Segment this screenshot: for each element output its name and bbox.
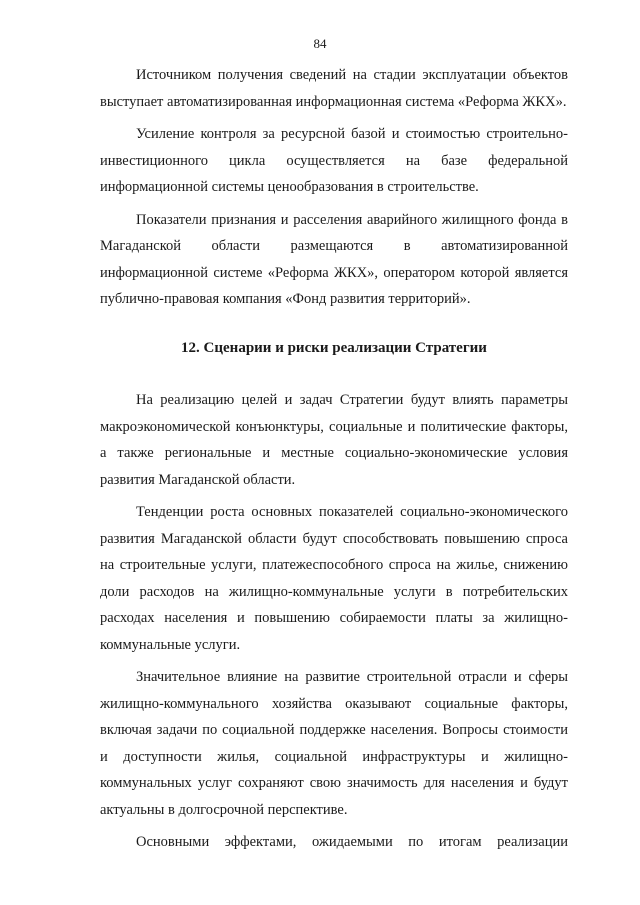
paragraph-social-factors: Значительное влияние на развитие строительной отрасли и сферы жилищно-коммунального хозяйства оказывают социальные факторы, включая задачи по социальной поддержке населения. Вопросы стоимости и доступности жилья, социальной инфраструктуры и жилищно-коммунальных услуг сохраняют свою значимость для населения и будут актуальны в долгосрочной перспективе. <box>100 669 568 818</box>
paragraph-strategy-factors: На реализацию целей и задач Стратегии будут влиять параметры макроэкономической конъюнктуры, социальные и политические факторы, а также региональные и местные социально-экономические условия развития Магаданской области. <box>100 392 568 488</box>
paragraph-growth-trends: Тенденции роста основных показателей социально-экономического развития Магаданской области будут способствовать повышению спроса на строительные услуги, платежеспособного спроса на жилье, снижению доли расходов на жилищно-коммунальные услуги в потребительских расходах населения и повышению собираемости платы за жилищно-коммунальные услуги. <box>100 504 568 653</box>
paragraph-info-source: Источником получения сведений на стадии эксплуатации объектов выступает автоматизированная информационная система «Реформа ЖКХ». <box>100 67 568 110</box>
section-heading: 12. Сценарии и риски реализации Стратегии <box>181 339 487 356</box>
paragraph-resource-control: Усиление контроля за ресурсной базой и стоимостью строительно-инвестиционного цикла осуществляется на базе федеральной информационной системы ценообразования в строительстве. <box>100 126 568 195</box>
body-text <box>100 62 568 856</box>
paragraph-emergency-housing: Показатели признания и расселения аварийного жилищного фонда в Магаданской области размещаются в автоматизированной информационной системе «Реформа ЖКХ», оператором которой является публично-правовая компания «Фонд развития территорий». <box>100 211 568 307</box>
paragraph-main-effects: Основными эффектами, ожидаемыми по итогам реализации <box>136 834 568 850</box>
page-number: 84 <box>313 36 327 51</box>
